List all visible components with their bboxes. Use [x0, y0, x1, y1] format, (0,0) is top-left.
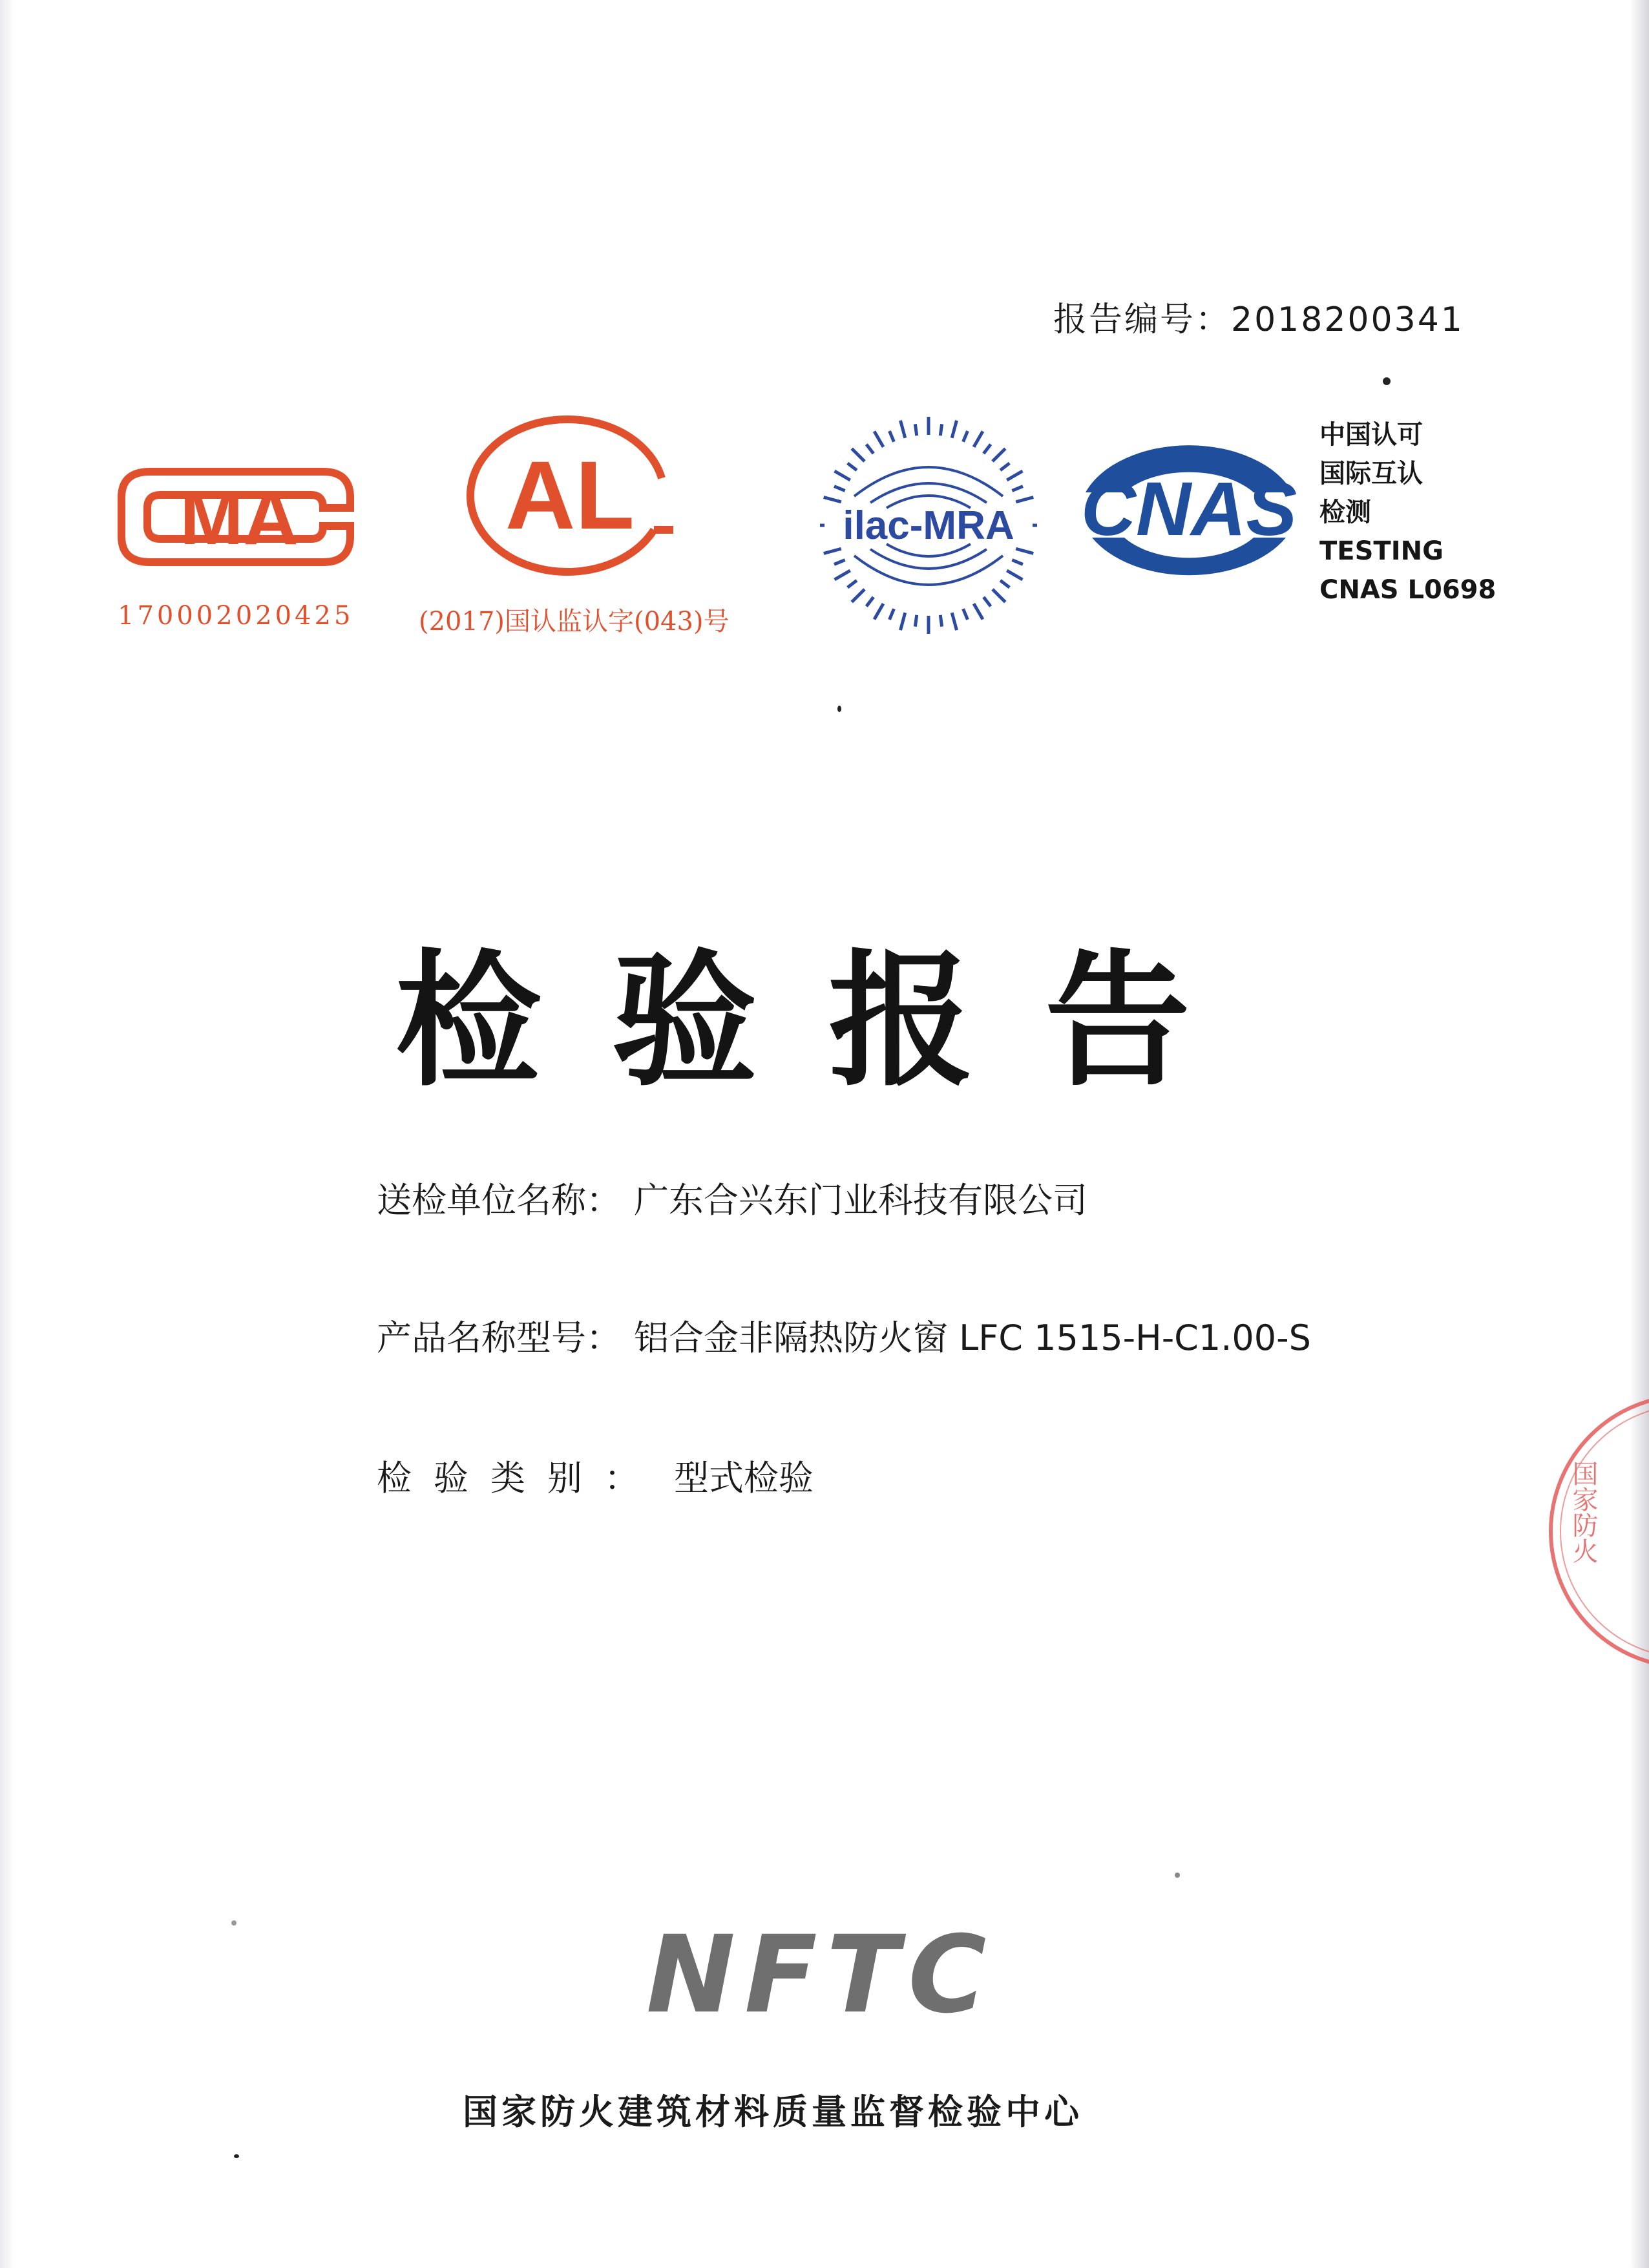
ilac-tick [974, 604, 983, 619]
ilac-tick [852, 589, 865, 602]
cnas-line-number: CNAS L0698 [1319, 575, 1497, 605]
scan-speck [234, 2154, 239, 2158]
ilac-tick [852, 448, 865, 461]
ilac-tick [848, 463, 857, 470]
report-number-value: 2018200341 [1231, 300, 1464, 339]
ilac-tick [915, 615, 916, 627]
ilac-tick [940, 615, 941, 627]
ilac-tick [824, 498, 841, 502]
ilac-tick [963, 431, 968, 442]
client-label: 送检单位名称： [377, 1180, 621, 1221]
product-value: 铝合金非隔热防火窗 LFC 1515-H-C1.00-S [634, 1318, 1311, 1358]
product-label: 产品名称型号： [377, 1318, 621, 1358]
scan-speck [1383, 377, 1391, 385]
cma-logo [110, 452, 362, 582]
ilac-tick [834, 487, 845, 491]
ilac-tick [1000, 463, 1009, 470]
ilac-mra-logo [815, 412, 1042, 638]
ilac-tick [915, 424, 916, 436]
inspection-type-field [377, 1451, 814, 1500]
report-number [1053, 292, 1464, 341]
ilac-tick [952, 421, 956, 438]
inspection-type-label: 检验类别： [377, 1458, 661, 1498]
cnas-accreditation-text [1319, 415, 1496, 609]
ilac-tick [952, 613, 956, 630]
scan-speck [1175, 1873, 1180, 1878]
institute-name: 国家防火建筑材料质量监督检验中心 [463, 2092, 1083, 2132]
cnas-logo-text: CNAS [1080, 467, 1297, 552]
report-number-label: 报告编号： [1053, 300, 1232, 339]
ilac-tick [874, 604, 883, 619]
cnas-line-china-accreditation: 中国认可 [1319, 420, 1423, 450]
ilac-tick [835, 471, 850, 480]
ilac-tick [983, 445, 991, 454]
ilac-tick [901, 613, 905, 630]
ilac-tick [867, 445, 874, 454]
ilac-tick [1000, 580, 1009, 587]
cal-certificate-code: (2017)国认监认字(043)号 [419, 607, 730, 636]
ilac-tick [974, 432, 983, 447]
ilac-tick [1016, 549, 1033, 553]
client-value: 广东合兴东门业科技有限公司 [634, 1180, 1087, 1221]
ilac-tick [1012, 560, 1023, 565]
seal-text: 国家防火 [1568, 1460, 1598, 1564]
official-seal-fragment [1538, 1389, 1649, 1674]
scan-speck [837, 706, 841, 712]
cma-logo-text: MA [180, 476, 299, 561]
ilac-tick [993, 448, 1005, 461]
ilac-tick [890, 431, 894, 442]
nftc-logo: NFTC [646, 1913, 996, 2037]
ilac-tick [824, 549, 841, 553]
scan-speck [231, 1920, 236, 1926]
ilac-tick [1007, 471, 1022, 480]
ilac-tick [890, 609, 894, 620]
cma-certificate-code: 170002020425 [118, 601, 354, 631]
cnas-line-mutual-recognition: 国际互认 [1319, 459, 1423, 488]
ilac-tick [940, 424, 941, 436]
cal-logo [460, 407, 680, 582]
ilac-tick [835, 571, 850, 580]
ilac-tick [848, 580, 857, 587]
cnas-line-testing-en: TESTING [1319, 536, 1444, 566]
ilac-tick [1016, 498, 1033, 502]
scan-edge-right [1630, 0, 1649, 2268]
ilac-tick [963, 609, 968, 620]
document-title: 检验报告 [395, 937, 1261, 1106]
ilac-tick [901, 421, 905, 438]
cnas-line-testing-cn: 检测 [1319, 498, 1371, 527]
inspection-type-value: 型式检验 [674, 1458, 814, 1498]
ilac-tick [834, 560, 845, 565]
product-field [377, 1310, 1311, 1360]
ilac-mra-logo-text: ilac-MRA [843, 503, 1014, 548]
ilac-tick [874, 432, 883, 447]
ilac-tick [867, 597, 874, 606]
scan-edge-left [0, 0, 14, 2268]
cnas-logo [1060, 415, 1318, 609]
ilac-tick [1012, 487, 1023, 491]
ilac-tick [993, 589, 1005, 602]
cal-logo-text: AL [505, 441, 635, 549]
ilac-tick [983, 597, 991, 606]
client-field [377, 1173, 1087, 1223]
ilac-tick [1007, 571, 1022, 580]
